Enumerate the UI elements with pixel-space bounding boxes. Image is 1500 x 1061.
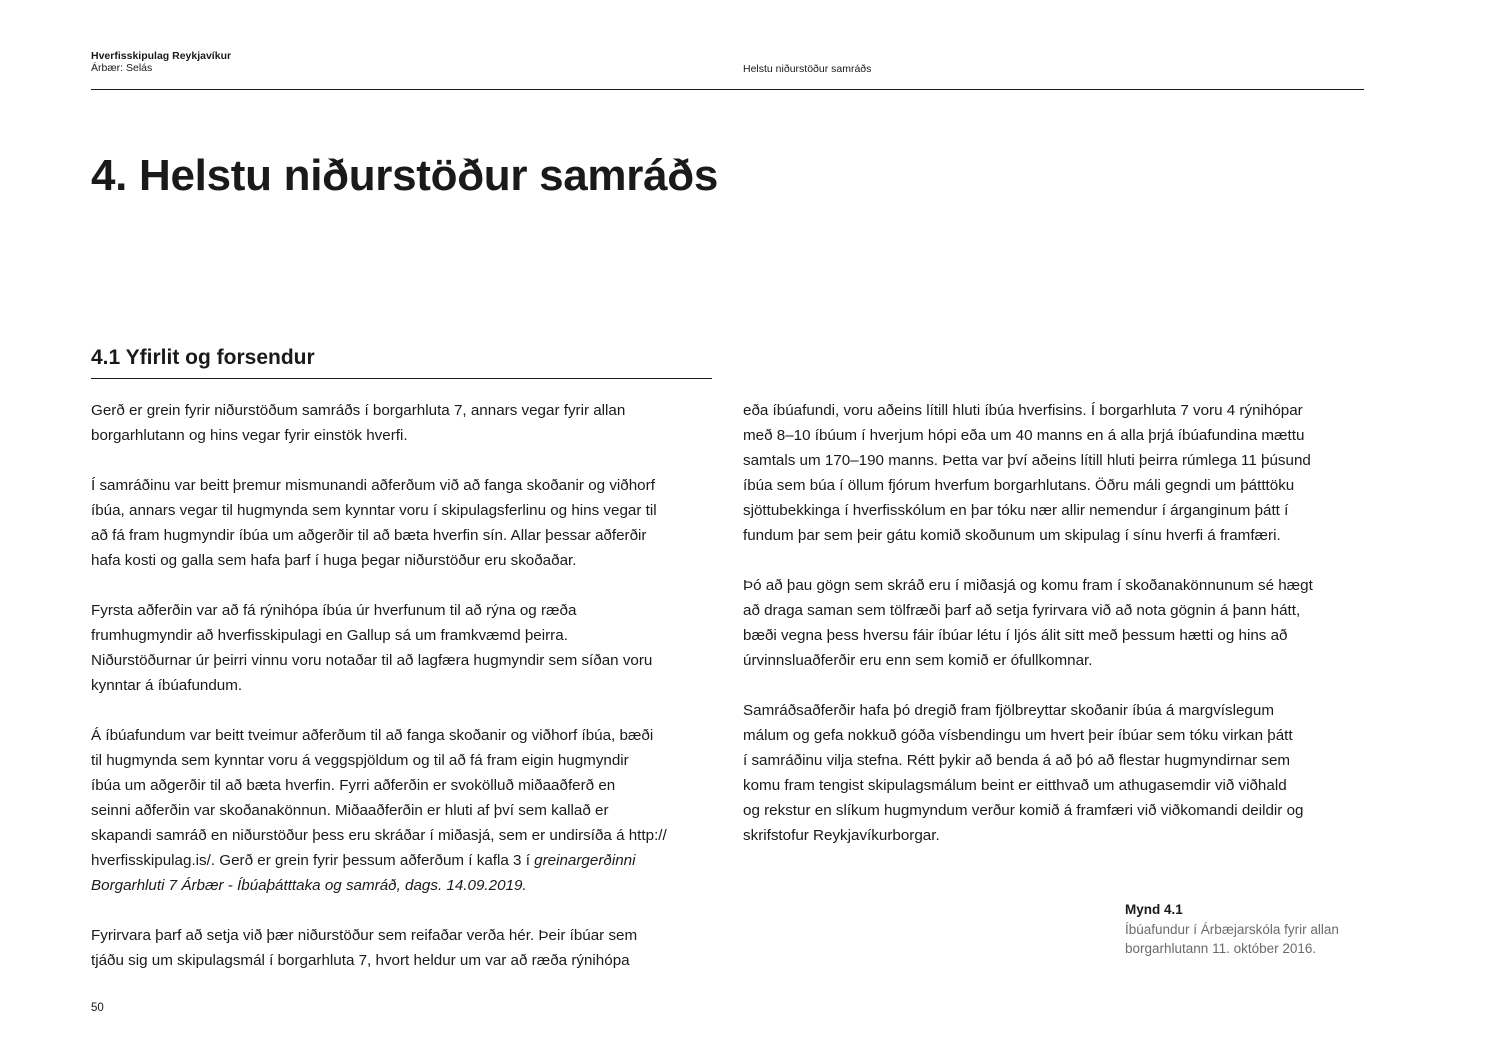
page-number: 50 (91, 1002, 104, 1014)
text-line: fundum þar sem þeir gátu komið skoðunum um skipulag í sínu hverfi á framfæri. (743, 527, 1281, 544)
text-line: Fyrirvara þarf að setja við þær niðurstöður sem reifaðar verða hér. Þeir íbúar sem (91, 927, 638, 944)
text-line: skapandi samráð en niðurstöður þess eru skráðar í miðasjá, sem er undirsíða á http:// (91, 827, 667, 844)
header-subtitle: Árbær: Selás (91, 62, 153, 74)
text-line: Fyrsta aðferðin var að fá rýnihópa íbúa úr hverfunum til að rýna og ræða (91, 602, 577, 619)
chapter-title: 4. Helstu niðurstöður samráðs (91, 151, 719, 200)
header-organization: Hverfisskipulag Reykjavíkur (91, 50, 232, 62)
text-line: Í samráðinu var beitt þremur mismunandi aðferðum við að fanga skoðanir og viðhorf (91, 477, 655, 494)
figure-caption-line: Íbúafundur í Árbæjarskóla fyrir allan (1125, 921, 1339, 937)
text-line: sjöttubekkinga í hverfisskólum en þar tóku nær allir nemendur í árganginum þátt í (743, 502, 1289, 519)
figure-caption-line: borgarhlutann 11. október 2016. (1125, 941, 1317, 956)
figure-caption (1125, 900, 1339, 959)
text-line: með 8–10 íbúum í hverjum hópi eða um 40 manns en á alla þrjá íbúafundina mættu (743, 427, 1305, 444)
text-line: að draga saman sem tölfræði þarf að setja fyrirvara við að nota gögnin á þann hátt, (743, 602, 1301, 619)
text-line: eða íbúafundi, voru aðeins lítill hluti íbúa hverfisins. Í borgarhluta 7 voru 4 rýnihópar (743, 402, 1303, 419)
text-line: íbúa sem búa í öllum fjórum hverfum borgarhlutans. Öðru máli gegndi um þátttöku (743, 477, 1295, 494)
text-line: Niðurstöðurnar úr þeirri vinnu voru notaðar til að lagfæra hugmyndir sem síðan voru (91, 652, 653, 669)
paragraph (91, 473, 716, 573)
text-line: bæði vegna þess hversu fáir íbúar létu í ljós álit sitt með þessum hætti og hins að (743, 627, 1288, 644)
section-title: 4.1 Yfirlit og forsendur (91, 346, 315, 369)
text-line: seinni aðferðin var skoðanakönnun. Miðaaðferðin er hluti af því sem kallað er (91, 802, 609, 819)
text-line (91, 848, 716, 873)
right-text-column (743, 398, 1368, 873)
text-line: úrvinnsluaðferðir eru enn sem komið er ófullkomnar. (743, 652, 1093, 669)
text-line: tjáðu sig um skipulagsmál í borgarhluta 7, hvort heldur um var að ræða rýnihópa (91, 952, 630, 969)
text-line: til hugmynda sem kynntar voru á veggspjöldum og til að fá fram eigin hugmyndir (91, 752, 629, 769)
paragraph (91, 598, 716, 698)
text-line: og rekstur en slíkum hugmyndum verður komið á framfæri við viðkomandi deildir og (743, 802, 1304, 819)
document-reference-title: greinargerðinni (534, 852, 636, 869)
text-line: íbúa, annars vegar til hugmynda sem kynntar voru í skipulagsferlinu og hins vegar til (91, 502, 657, 519)
text-line: málum og gefa nokkuð góða vísbendingu um hvert þeir íbúar sem tóku virkan þátt (743, 727, 1293, 744)
figure-caption-title: Mynd 4.1 (1125, 902, 1183, 917)
text-line: íbúa um aðgerðir til að bæta hverfin. Fyrri aðferðin er svokölluð miðaaðferð en (91, 777, 616, 794)
text-line: að fá fram hugmyndir íbúa um aðgerðir til að bæta hverfin sín. Allar þessar aðferðir (91, 527, 647, 544)
text-line: Samráðsaðferðir hafa þó dregið fram fjölbreyttar skoðanir íbúa á margvíslegum (743, 702, 1274, 719)
text-line: samtals um 170–190 manns. Þetta var því aðeins lítill hluti þeirra rúmlega 11 þúsund (743, 452, 1311, 469)
text-line: komu fram tengist skipulagsmálum beint er eitthvað um athugasemdir við viðhald (743, 777, 1287, 794)
text-line: Á íbúafundum var beitt tveimur aðferðum til að fanga skoðanir og viðhorf íbúa, bæði (91, 727, 654, 744)
text-line: hafa kosti og galla sem hafa þarf í huga þegar niðurstöður eru skoðaðar. (91, 552, 577, 569)
text-line: frumhugmyndir að hverfisskipulagi en Gallup sá um framkvæmd þeirra. (91, 627, 568, 644)
text-line: kynntar á íbúafundum. (91, 677, 243, 694)
left-text-column (91, 398, 716, 998)
header-divider (91, 89, 1364, 90)
document-reference-title: Borgarhluti 7 Árbær - Íbúaþátttaka og samráð, dags. 14.09.2019. (91, 877, 527, 894)
text-line: borgarhlutann og hins vegar fyrir einstök hverfi. (91, 427, 408, 444)
document-header (91, 50, 231, 74)
text-line: í samráðinu vilja stefna. Rétt þykir að benda á að þó að flestar hugmyndirnar sem (743, 752, 1291, 769)
text-line: skrifstofur Reykjavíkurborgar. (743, 827, 940, 844)
text-line: Þó að þau gögn sem skráð eru í miðasjá og komu fram í skoðanakönnunum sé hægt (743, 577, 1313, 594)
paragraph (91, 398, 716, 448)
paragraph (743, 698, 1368, 848)
paragraph (743, 398, 1368, 548)
section-divider (91, 378, 712, 379)
paragraph (91, 923, 716, 973)
header-running-title: Helstu niðurstöður samráðs (743, 63, 872, 75)
text-segment: hverfisskipulag.is/. Gerð er grein fyrir þessum aðferðum í kafla 3 í (91, 852, 535, 869)
text-line: Gerð er grein fyrir niðurstöðum samráðs í borgarhluta 7, annars vegar fyrir allan (91, 402, 626, 419)
paragraph (743, 573, 1368, 673)
paragraph (91, 723, 716, 898)
